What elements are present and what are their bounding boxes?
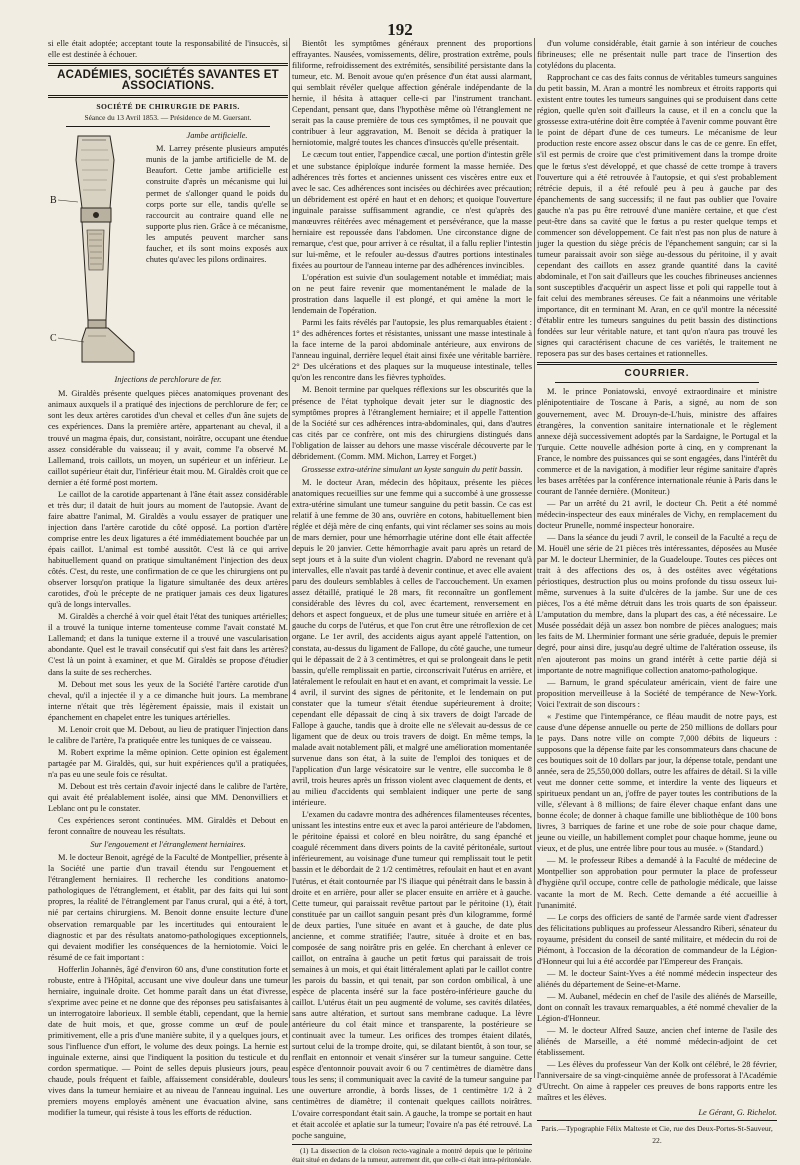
col2-paragraph: Bientôt les symptômes généraux prennent des proportions effrayantes. Nausées, vomissements, délire, prostration extrême, pouls filiforme, refroidissement des extrémités, sensibilité persistante dans la tumeur, etc. M. Benoit avoue qu'en présence d'un état aussi alarmant, qui semblait révéler quelque affection générale indépendante de la hernie, il hésita à attaquer celle-ci par l'instrument tranchant. Cependant, pensant que, dans l'hypothèse même où l'étranglement ne serait pas la cause première de tous ces symptômes, il ne pouvait que contribuer à leur aggravation, M. Benoit se décida à pratiquer la herniotomie, malgré toutes les chances d'insuccès qu'elle présentait. — [292, 39, 532, 148]
col3-paragraph: Rapprochant ce cas des faits connus de véritables tumeurs sanguines du petit bassin, M. Aran a montré les nombreux et étroits rapports qui existent entre toutes les tumeurs sanguines qui se produisent dans cette région, quelle qu'en soit d'ailleurs la cause, et il en a conclu que la grossesse extra-utérine doit être comptée à l'avenir comme pouvant être le point de départ d'une de ces tumeurs. Le mécanisme de leur production reste encore assez obscur dans le cas de ce genre. En effet, s'il est permis de croire que c'est primitivement dans la trompe droite que le fœtus s'est développé, et que chassé de cette trompe à travers l'ouverture qui a été retrouvée à l'autopsie, et qui s'est probablement rétrécie depuis, il a été refoulé peu à peu à gauche par des épanchements de sang successifs; il ne faut pas oublier que l'ovaire gauche n'a pas pu être retrouvé d'une manière certaine, et que c'est peut-être dans sa cavité que le fœtus a pu rester quelque temps et commencer son développement. Ce fait n'est pas non plus de nature à juger la question du siège précis de l'épanchement sanguin; car si la tumeur paraissait avoir son siège au-dessous du péritoine, il y avait cependant des caillots en assez grande quantité dans la cavité abdominale, et l'on sait d'ailleurs que les couches fibrineuses anciennes sont susceptibles d'acquérir un aspect lisse et poli qui rappelle tout à fait celui des membranes séreuses. Ce fait a néanmoins une véritable importance, dit en terminant M. Aran, en ce qu'il montre la nécessité d'établir entre les tumeurs sanguines du petit bassin des distinctions fondées sur leur véritable nature, et tant qu'on n'aura pas trouvé les signes qui caractérisent chacune de ces variétés, le traitement ne reposera pas sur des bases certaines et rationnelles. — [537, 73, 777, 359]
courrier-paragraph: — M. le docteur Saint-Yves a été nommé médecin inspecteur des aliénés du département de Seine-et-Marne. — [537, 968, 777, 989]
section-rule — [48, 63, 288, 66]
injections-title: Injections de perchlorure de fer. — [114, 375, 222, 385]
artificial-leg-figure — [48, 130, 140, 370]
col2-paragraph: M. Benoit termine par quelques réflexions sur les obscurités que la présence de l'état typhoïque devait jeter sur le diagnostic des symptômes propres à l'étranglement herniaire; et il appelle l'attention de la Société sur ces adhérences intra-abdominales, qui, dans d'autres cas cités par ce confrère, ont mis des chirurgiens distingués dans l'obligation de laisser au dehors une masse viscérale découverte par le débridement. (Comm. MM. Michon, Larrey et Forget.) — [292, 385, 532, 461]
col2-paragraph: L'examen du cadavre montra des adhérences filamenteuses récentes, unissant les intestins entre eux et avec la paroi antérieure de l'abdomen, le péritoine épaissi et coloré en bleu noirâtre, du sang épanché et coagulé récemment dans divers points de la cavité péritonéale, surtout inférieurement, au voisinage d'une tumeur qui remplissait tout le petit bassin et le débordait de 2 1/2 centimètres, refoulait en haut et en avant l'utérus, et était contournée par l'S iliaque qui pénétrait dans le bassin à droite et en arrière, pour aller se placer ensuite en arrière et à gauche. Cette tumeur, qui paraissait revêtue partout par le péritoine (1), était constituée par un caillot sanguin pesant près d'un kilogramme, formé de deux parties, l'une située en avant et à gauche, de date plus ancienne, et comme stratifiée; l'autre, située à droite et en bas, composée de sang noirâtre pris en gelée. En cherchant à enlever ce caillot, on entraîna à gauche un petit fœtus qui paraissait de trois semaines à un mois, et qui était littéralement aplati par le caillot contre les parois du bassin, et qui tenait, par son cordon ombilical, à une espèce de placenta inséré sur la face postéro-inférieure gauche du caillot. L'utérus était un peu augmenté de volume, ses cavités dilatées, sans autre altération, et surtout sans membrane caduque. La lèvre antérieure du col était mince et transparente, la postérieure se continuait avec la tumeur. Les orifices des trompes étaient dilatés, surtout celui de la trompe droite, qui, se dilatant bientôt, à son tour, se renflait en entonnoir et venait s'insérer sur la tumeur sanguine. Cette espèce d'entonnoir pouvait avoir 6 ou 7 centimètres de diamètre dans tous les sens; il communiquait avec la cavité de la tumeur sanguine par une ouverture arrondie, à bords lisses, de 1 centimètre 1/2 à 2 centimètres de diamètre; il contenait quelques caillots noirâtres. L'ovaire correspondant était sain. A gauche, la trompe se portait en haut et était accolée et aplatie sur la tumeur; l'ovaire n'a pas été retrouvé. La poche sanguine, — [292, 810, 532, 1140]
engouement-title: Sur l'engouement et l'étranglement herniaires. — [90, 840, 246, 850]
society-name: SOCIÉTÉ DE CHIRURGIE DE PARIS. — [96, 102, 240, 112]
courrier-paragraph: — Par un arrêté du 21 avril, le docteur Ch. Petit a été nommé médecin-inspecteur des eaux minérales de Vichy, en remplacement du docteur Prunelle, nommé inspecteur honoraire. — [537, 498, 777, 530]
col3-paragraph: d'un volume considérable, était garnie à son intérieur de couches fibrineuses; elle ne présentait nulle part trace de l'insertion des cotylédons du placenta. — [537, 39, 777, 71]
column-1 — [48, 38, 288, 1118]
section-rule-bottom — [48, 95, 288, 98]
courrier-paragraph: « J'estime que l'intempérance, ce fléau maudit de notre pays, est cause d'une dépense annuelle ou perte de 250 millions de dollars pour le pays. Dans notre ville on compte 7,000 débits de liqueurs : supposons que la dépense faite par les consommateurs dans chacune de ces boutiques soit de 10 dollars par jour, la dépense totale, pendant une année, sera de 25,550,000 dollars, outre les affaires de détail. Si la ville veut me donner cette somme, et interdire la vente des liqueurs et spiritueux pendant un an, j'offre de payer toutes les contributions de la ville, s'élevant à 8 millions; de faire élever chaque enfant dans une bonne école; de donner à chaque famille une bibliothèque de 100 bons livres, 3 barriques de farine et une robe de soie pour chaque dame, jeune ou vieille, un habillement complet pour chaque homme, jeune ou vieux, et de plus, une entrée libre pour tous au musée. » (Standard.) — [537, 711, 777, 854]
courrier-paragraph: — M. le docteur Alfred Sauze, ancien chef interne de l'asile des aliénés de Marseille, a été nommé médecin-adjoint de cet établissement. — [537, 1026, 777, 1058]
footnote: (1) La dissection de la cloison recto-vaginale a montré depuis que le péritoine était situé en dedans de la tumeur, autrement dit, que celle-ci était intra-péritonéale. — [292, 1144, 532, 1165]
col1-paragraph: Hofferlin Johannès, âgé d'environ 60 ans, d'une constitution forte et robuste, entre à l'Hôpital, accusant une vive douleur dans une tumeur herniaire, inguinale droite. Cet homme paraît dans un état d'ivresse, s'exprime avec peine et ne donne que des réponses peu satisfaisantes à un interrogatoire laborieux. Il semble établi, cependant, que la hernie date de huit mois, et que, grosse comme un œuf de poule primitivement, elle a pris d'une manière subite, il y a quelques jours, et sous l'influence d'un effort, le volume des deux poings. La hernie est inguinale externe, ainsi que l'indiquent la position du testicule et du cordon spermatique. — Point de selles depuis plusieurs jours, peau chaude, pouls fréquent et faible, affaissement considérable, douleurs vives dans la tumeur herniaire et au niveau de l'anneau inguinal. Les premiers moyens employés amènent une évacuation alvine, sans modifier la tumeur, qui résiste à tous les efforts de réduction. — [48, 964, 288, 1118]
column-2 — [292, 38, 532, 1164]
column-rule-2 — [534, 38, 535, 1078]
col1-paragraph: M. Debout met sous les yeux de la Société l'artère carotide d'un cheval, qu'il a injectée il y a ce dimanche huit jours. La membrane interne n'était que très légèrement épaissie, mais il existait un épanchement en chapelet entre les tuniques artérielles. — [48, 679, 288, 722]
courrier-title: COURRIER. — [624, 368, 690, 380]
col1-paragraph: M. le docteur Benoit, agrégé de la Faculté de Montpellier, présente à la Société une partie d'un travail étendu sur l'engouement et l'étranglement herniaires. Il recherche les conditions anatomo-pathologiques de l'étranglement, et établit, par des faits qui lui sont propres, la réalité de l'étranglement par l'anus crural, qui a été, à tort, nié par certains chirurgiens. M. Benoit donne ensuite lecture d'une observation remarquable par les incertitudes qui entouraient le diagnostic et par des résultats anatomo-pathologiques exceptionnels, qui devaient modifier les conséquences de la herniotomie. Voici le résumé de ce fait important : — [48, 853, 288, 962]
col1-paragraph: M. Debout est très certain d'avoir injecté dans le calibre de l'artère, qui avait été préalablement isolée, ainsi que MM. Denonvilliers et Leblanc ont pu le constater. — [48, 781, 288, 814]
imprint-rule — [537, 1120, 777, 1121]
signature: Le Gérant, G. Richelot. — [698, 1108, 777, 1118]
courrier-divider — [555, 382, 759, 383]
col1-paragraph: M. Lenoir croit que M. Debout, au lieu de pratiquer l'injection dans le calibre de l'artère, l'a pratiquée entre les tuniques de ce vaisseau. — [48, 724, 288, 745]
courrier-paragraph: — Barnum, le grand spéculateur américain, vient de faire une proposition merveilleuse à la Société de tempérance de New-York. Voici l'extrait de son discours : — [537, 677, 777, 709]
courrier-paragraph: — M. Aubanel, médecin en chef de l'asile des aliénés de Marseille, dont on connaît les travaux remarquables, a été nommé chevalier de la Légion-d'Honneur. — [537, 991, 777, 1024]
col1-paragraph: M. Giraldès a cherché à voir quel était l'état des tuniques artérielles; il a trouvé la tunique interne tomenteuse comme l'avait constaté M. Lallemand; et dans la tunique externe il a trouvé une vascularisation abondante. Quel est le travail consécutif qui s'est fait dans les artères? C'est là un point à examiner, et que M. Giraldès se propose d'étudier dans la suite de ses recherches. — [48, 612, 288, 677]
artificial-leg-illustration — [48, 130, 140, 370]
section-title: ACADÉMIES, SOCIÉTÉS SAVANTES ET ASSOCIATIONS. — [57, 69, 279, 93]
col2-paragraph: Le cæcum tout entier, l'appendice cæcal, une portion d'intestin grêle et une substance épiploïque indurée forment la masse herniée. Des adhérences très fortes et anciennes unissent ces viscères entre eux et avec le sac. Ces adhérences sont incisées ou déchirées avec précaution; un débridement est opéré en haut et en dehors; et quoique l'ouverture inguinale paraisse suffisamment agrandie, ce n'est qu'après des manœuvres réitérées avec ménagement et persévérance, que la masse herniaire est repoussée dans l'abdomen. Une circonstance digne de remarque, c'est que, pour arriver à ce résultat, il a fallu replier l'intestin sur lui-même, et le refouler au-dessus d'autres portions intestinales fixées au pourtour de l'anneau interne par des adhérences invincibles. — [292, 150, 532, 270]
col2-paragraph: M. le docteur Aran, médecin des hôpitaux, présente les pièces anatomiques recueillies sur une femme qui a succombé à une grossesse extra-utérine simulant une tumeur sanguine du petit bassin. Ce cas est relatif à une femme de 30 ans, ouvrière en cotons, habituellement bien réglée et déjà mère de cinq enfants, qui vint réclamer ses soins au mois de mars dernier, pour une hémorrhagie utérine dont elle était affectée depuis le 20 janvier. Cette hémorrhagie avait paru après un retard de sept jours et à la suite d'un violent chagrin. D'abord ne revenant qu'à intervalles, elle n'avait pas tardé à devenir continue, et avec elle avaient paru des douleurs semblables à celles de l'accouchement. Un examen assez détaillé, pratiqué le 28 mars, fit reconnaître un gonflement considérable des lèvres du col, avec écartement, renversement en dehors et aspect fongueux, et de plus une tumeur située en arrière et à gauche du corps de l'utérus, et que l'on crut être une rétroflexion de cet organe. Le 1er avril, des accidents aigus ayant appelé l'attention, on constata, au-dessus du ligament de Fallope, du côté gauche, une tumeur qui le dépassait de 2 à 3 centimètres, et qui se prolongeait dans le petit bassin, qu'elle remplissait en partie, circonscrivait l'utérus en arrière, et latéralement le refoulait en haut et en avant, et comprimait la vessie. Le 4 avril, il survint des signes de péritonite, et le lendemain on put constater que la tumeur s'était étendue supérieurement à droite; cependant elle dépassait de cinq à six travers de doigt l'arcade de Fallope à gauche, tandis que à droite elle ne s'élevait au-dessus de ce ligament que de deux ou trois travers de doigt. En même temps, la malade avait notablement pâli, et malgré une amélioration momentanée survenue dans son état, à la suite de l'emploi des toniques et de l'application d'un large vésicatoire sur le ventre, elle succomba le 8 avril, trois heures après un frisson violent avec claquement de dents, et au milieu d'accidents qui semblaient indiquer une perte de sang intérieure. — [292, 477, 532, 808]
divider — [66, 126, 270, 127]
page-number: 192 — [387, 20, 413, 39]
printer-imprint: Paris.—Typographie Félix Malteste et Cie, rue des Deux-Portes-St-Sauveur, 22. — [541, 1124, 773, 1145]
jambe-text: M. Larrey présente plusieurs amputés munis de la jambe artificielle de M. de Beaufort. Cette jambe artificielle est construite d'après un mécanisme qui lui permet de s'allonger quand le poids du corps porte sur elle, tandis qu'elle se raccourcit au contraire quand elle ne supporte plus rien. Grâce à ce mécanisme, les amputés peuvent marcher sans faucher, et ils sont moins exposés aux chutes qu'avec les pilons ordinaires. — [146, 144, 288, 264]
courrier-paragraph: — M. le professeur Ribes a demandé à la Faculté de médecine de Montpellier son approbation pour permuter la place de professeur d'hygiène qu'il occupe, contre celle de pathologie médicale, que laisse vacante la mort de M. Rech. Cette demande a été accueillie à l'unanimité. — [537, 856, 777, 910]
figure-label-b: B — [50, 195, 57, 207]
col1-paragraph: M. Robert exprime la même opinion. Cette opinion est également partagée par M. Giraldès, qui, sur huit expériences qu'il a pratiquées, n'a pas eu une seule fois ce résultat. — [48, 747, 288, 779]
col1-paragraph: Ces expériences seront continuées. MM. Giraldès et Debout en feront connaître de nouveau les résultats. — [48, 816, 288, 837]
courrier-rule — [537, 362, 777, 365]
col2-paragraph: L'opération est suivie d'un soulagement notable et immédiat; mais on ne peut faire revenir que momentanément le malade de la prostration dans laquelle il est plongé, et qui amène la mort le lendemain de l'opération. — [292, 272, 532, 316]
intro-text: si elle était adoptée; acceptant toute la responsabilité de l'insuccès, si elle est destinée à échouer. — [48, 39, 288, 60]
col1-paragraph: M. Giraldès présente quelques pièces anatomiques provenant des animaux auxquels il a pratiqué des injections de perchlorure de fer; ce sont les deux artères carotides d'un cheval et celles d'un âne sujets de ces expériences. Dans la première artère, appartenant au cheval, il a trouvé un magma épais, dur, consistant, noirâtre, occupant une étendue assez considérable du vaisseau; il y avait, comme l'a observé M. Lallemand, trois caillots, un moyen, un supérieur et un inférieur. Le caillot supérieur était dur, l'inférieur était mou. M. Giraldès croit que ce dernier a été formé post mortem. — [48, 389, 288, 487]
courrier-paragraph: — Les élèves du professeur Van der Kolk ont célébré, le 28 février, l'anniversaire de sa vingt-cinquième année de professorat à l'Académie d'Utrecht. On aime à rappeler ces preuves de bons rapports entre les maîtres et les élèves. — [537, 1060, 777, 1103]
col2-paragraph: Parmi les faits révélés par l'autopsie, les plus remarquables étaient : 1° des adhérences fortes et résistantes, unissant une masse intestinale à la face interne de la paroi abdominale antérieure, aux environs de l'anneau inguinal, derrière lequel était ainsi fixée une véritable barrière. 2° Des ulcérations et des plaques sur la muqueuse intestinale, telles qu'on les rencontre dans les fièvres typhoïdes. — [292, 318, 532, 383]
courrier-paragraph: M. le prince Poniatowski, envoyé extraordinaire et ministre plénipotentiaire de Toscane à Paris, a signé, au nom de son gouvernement, avec M. Drouyn-de-L'huis, ministre des affaires étrangères, la convention sanitaire internationale et le règlement annexe déjà successivement adoptés par la Sardaigne, le Portugal et la Turquie. Cette nouvelle adhésion porte à cinq, en y comprenant la France, le nombre des puissances qui se sont engagées, dans l'intérêt du commerce et de la navigation, à modifier leur régime sanitaire d'après les bases arrêtées par la conférence internationale réunie à Paris dans le courant de l'année dernière. (Moniteur.) — [537, 387, 777, 496]
jambe-title: Jambe artificielle. — [186, 131, 248, 141]
column-3 — [537, 38, 777, 1145]
column-rule-1 — [289, 38, 290, 1078]
col1-paragraph: Le caillot de la carotide appartenant à l'âne était assez considérable et très dur; il datait de huit jours au moment de l'autopsie. Avant de faire abattre l'animal, M. Giraldès a voulu essayer de pratiquer une injection dans l'artère carotide du côté opposé. La portion d'artère comprise entre les deux ligatures a été immédiatement bouchée par un épais caillot. L'animal est tombé aussitôt. C'est là ce qui arrive habituellement quand on pratique simultanément l'injection des deux côtés. C'est, du reste, une confirmation de ce que les chirurgiens ont pu observer lorsqu'on pratique la ligature simultanée des deux artères carotides, d'où le précepte de ne pratiquer jamais ces deux ligatures qu'à de longs intervalles. — [48, 489, 288, 610]
courrier-paragraph: — Dans la séance du jeudi 7 avril, le conseil de la Faculté a reçu de M. Houël une série de 21 pièces très intéressantes, déposées au Musée par M. le docteur Lherminier, de la Guadeloupe. Toutes ces pièces ont trait à des affections des os, à des ostéites avec végétations périostiques, destruction plus ou moins profonde du tissu osseux lui-même, survenues à la suite d'ulcères de la jambe. Sur une de ces pièces, l'os a été même détruit dans les trois quarts de son épaisseur. L'amputation du membre, dans la plupart des cas, a été nécessaire. Le Musée possédait déjà un assez bon nombre de pièces analogues; mais les faits de M. Lherminier formant une série graduée, depuis le premier degré, pour ainsi dire, jusqu'au degré ultime de l'altération osseuse, ils n'en ajouteront pas moins un grand intérêt à cette partie déjà si importante de notre magnifique collection anatomo-pathologique. — [537, 533, 777, 675]
session-line: Séance du 13 Avril 1853. — Présidence de M. Guersant. — [84, 113, 252, 123]
grossesse-title: Grossesse extra-utérine simulant un kyste sanguin du petit bassin. — [301, 464, 523, 474]
courrier-paragraph: — Le corps des officiers de santé de l'armée sarde vient d'adresser des félicitations publiques au professeur Alessandro Riberi, sénateur du royaume, président du conseil de santé militaire, et médecin du roi de Piémont, à l'occasion de la décoration de commandeur de la Légion-d'Honneur qui lui a été accordée par l'Empereur des Français. — [537, 912, 777, 966]
figure-label-c: C — [50, 333, 57, 345]
